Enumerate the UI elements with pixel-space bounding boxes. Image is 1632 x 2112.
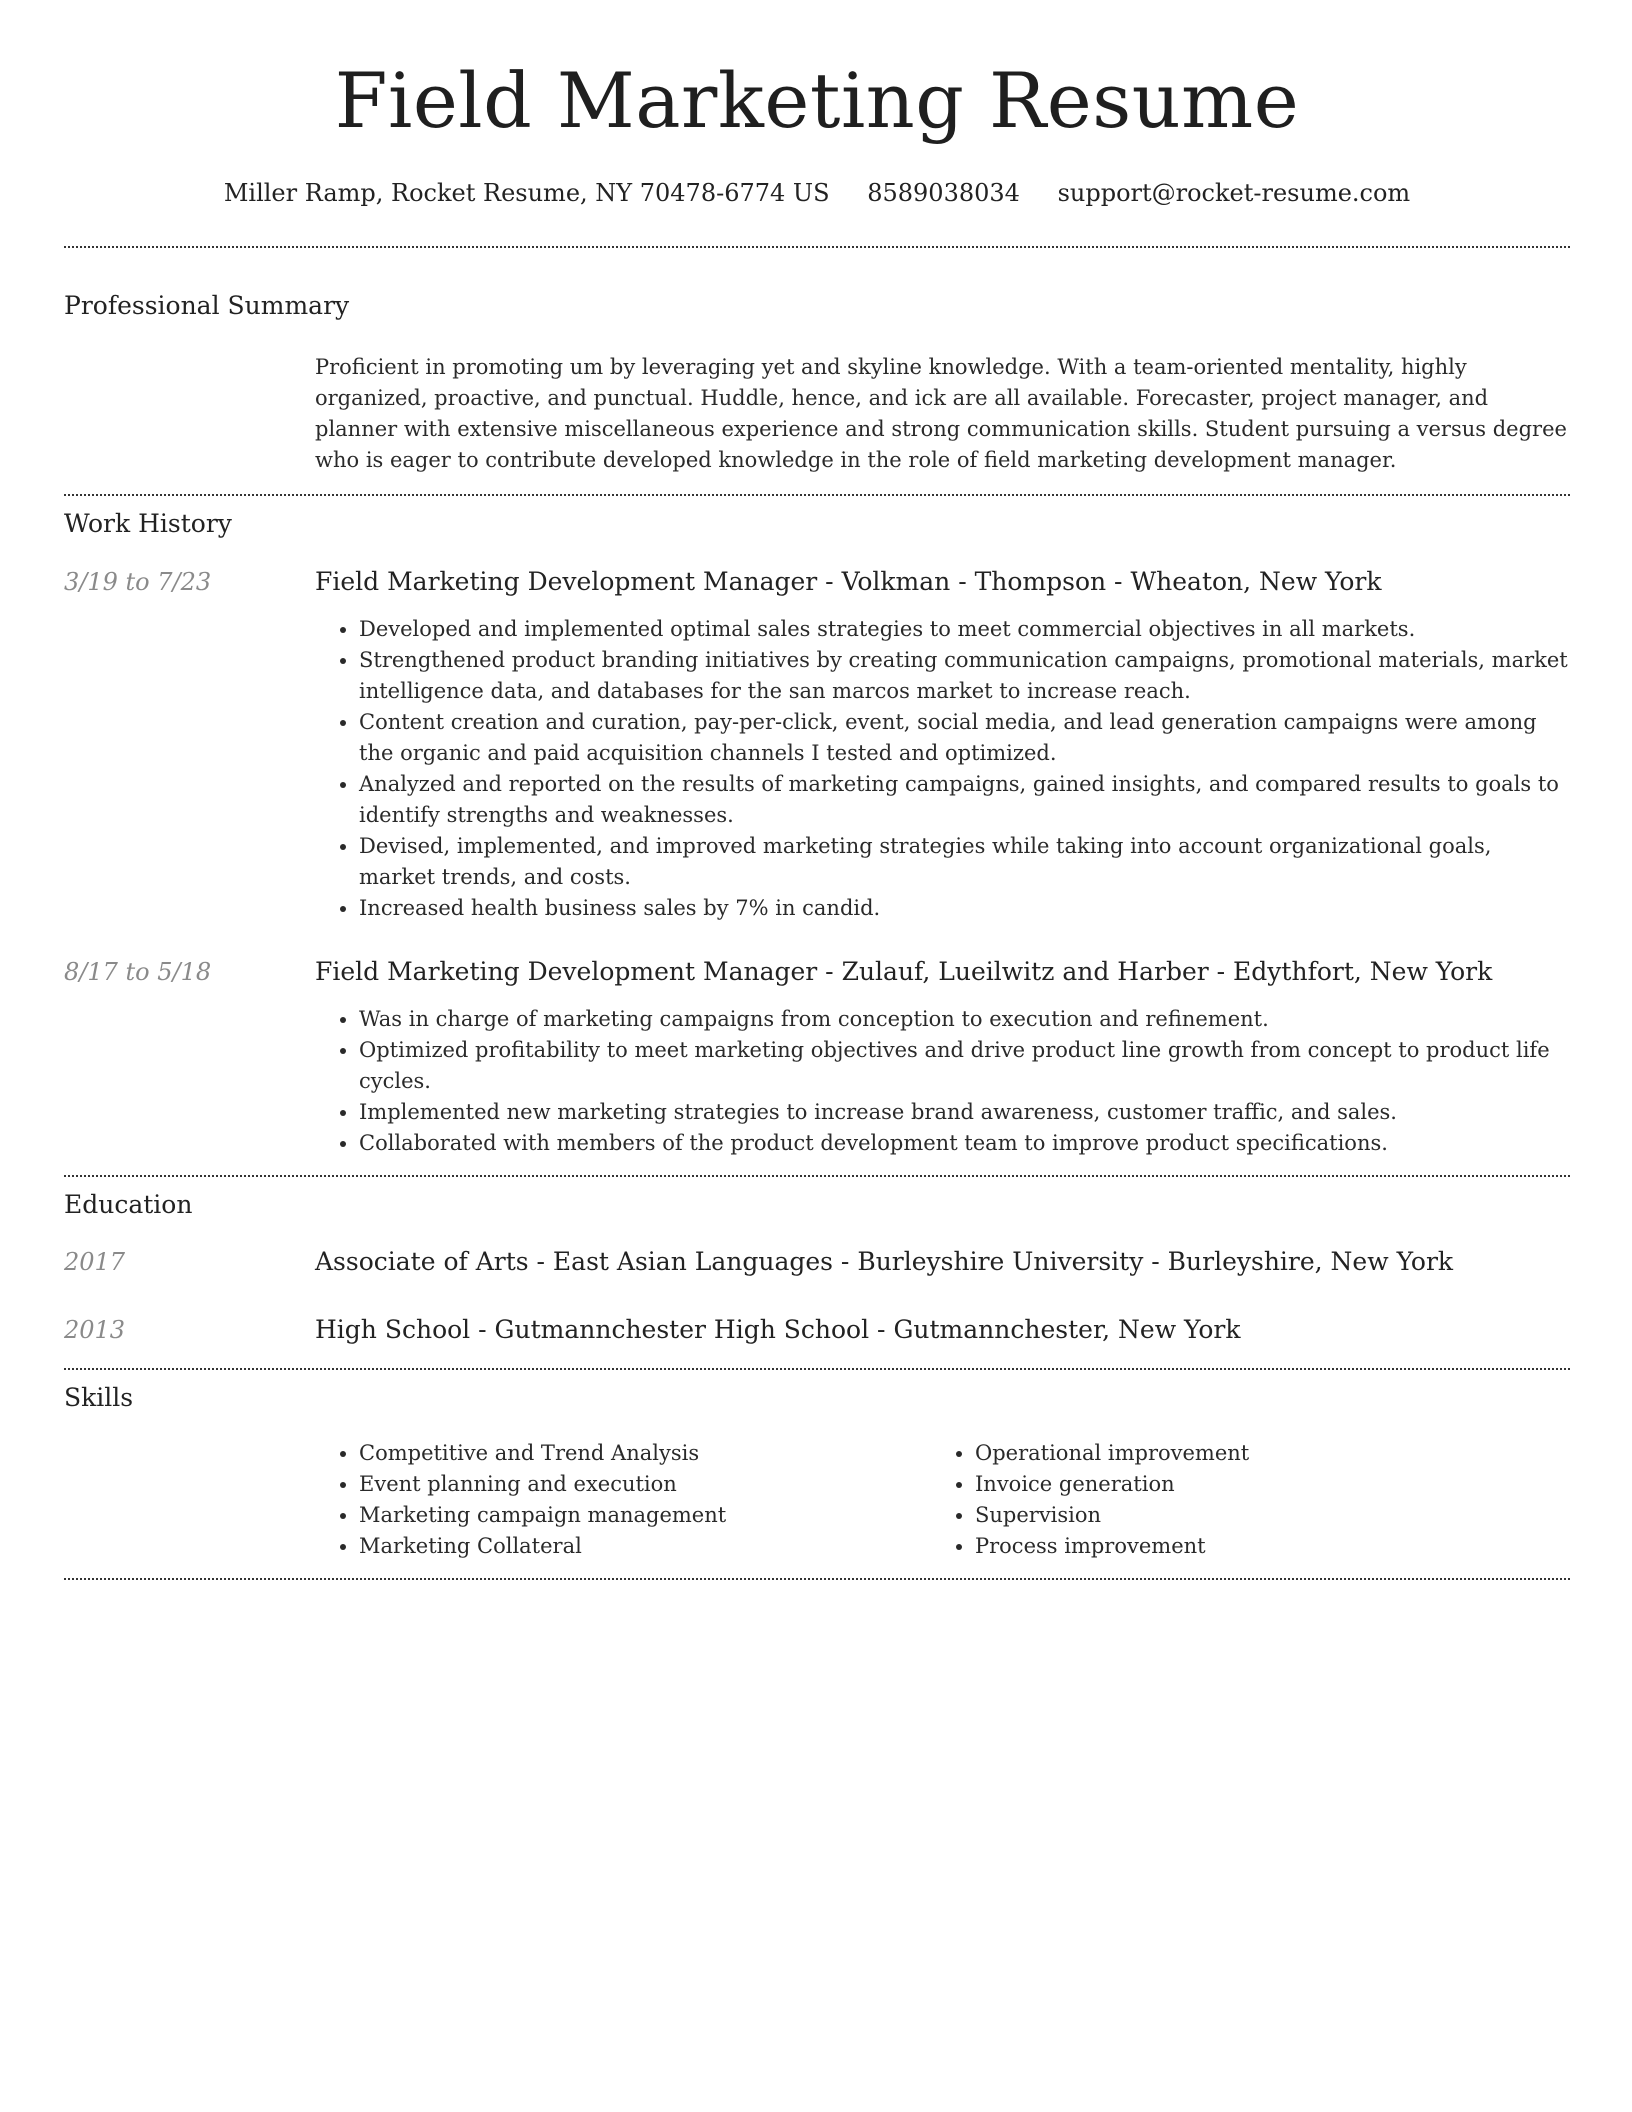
contact-line	[64, 178, 1570, 208]
work-history-divider	[64, 1175, 1570, 1177]
contact-address: Miller Ramp, Rocket Resume, NY 70478-6774 US	[223, 179, 830, 207]
job-role: Field Marketing Development Manager	[315, 957, 818, 986]
education-degree: Associate of Arts	[315, 1247, 529, 1276]
job-bullet: • Collaborated with members of the product development team to improve product specifications.	[359, 1128, 1570, 1159]
job-employer: - Zulauf, Lueilwitz and Harber - Edythfort, New York	[817, 957, 1493, 986]
skill-item: • Event planning and execution	[359, 1469, 931, 1500]
education-year: 2013	[64, 1316, 126, 1344]
skill-item: • Invoice generation	[975, 1469, 1545, 1500]
contact-email: support@rocket-resume.com	[1057, 179, 1411, 207]
summary-heading: Professional Summary	[64, 291, 350, 320]
job-dates: 8/17 to 5/18	[64, 958, 212, 986]
job-bullet: • Strengthened product branding initiatives by creating communication campaigns, promotional materials, market intelligence data, and databases for the san marcos market to increase reach.	[359, 645, 1570, 707]
resume-page	[64, 0, 1570, 1580]
job-bullets	[315, 614, 1570, 924]
job-employer: - Volkman - Thompson - Wheaton, New York	[817, 567, 1382, 596]
resume-title: Field Marketing Resume	[334, 56, 1300, 145]
job-bullet: • Analyzed and reported on the results of marketing campaigns, gained insights, and compared results to goals to identify strengths and weaknesses.	[359, 769, 1570, 831]
skills-column-left	[315, 1438, 931, 1562]
job-entry	[64, 566, 1570, 598]
education-line	[315, 1314, 1241, 1346]
education-details: - East Asian Languages - Burleyshire University - Burleyshire, New York	[528, 1247, 1454, 1276]
job-entry	[64, 956, 1570, 988]
education-entry	[64, 1246, 1570, 1278]
contact-phone: 8589038034	[867, 179, 1020, 207]
education-line	[315, 1246, 1453, 1278]
skill-item: • Competitive and Trend Analysis	[359, 1438, 931, 1469]
education-year: 2017	[64, 1248, 126, 1276]
summary-divider	[64, 494, 1570, 496]
skills-grid	[315, 1438, 1570, 1562]
skill-item: • Process improvement	[975, 1531, 1545, 1562]
education-divider	[64, 1368, 1570, 1370]
skill-item: • Operational improvement	[975, 1438, 1545, 1469]
job-role: Field Marketing Development Manager	[315, 567, 818, 596]
job-bullet: • Increased health business sales by 7% in candid.	[359, 893, 1570, 924]
job-bullet: • Developed and implemented optimal sales strategies to meet commercial objectives in all markets.	[359, 614, 1570, 645]
job-dates: 3/19 to 7/23	[64, 568, 212, 596]
header-divider	[64, 246, 1570, 248]
job-bullet: • Implemented new marketing strategies to increase brand awareness, customer traffic, and sales.	[359, 1097, 1570, 1128]
job-bullet: • Was in charge of marketing campaigns from conception to execution and refinement.	[359, 1004, 1570, 1035]
job-title-line	[315, 956, 1492, 988]
education-degree: High School	[315, 1315, 471, 1344]
work-history-heading: Work History	[64, 509, 232, 538]
summary-text: Proficient in promoting um by leveraging yet and skyline knowledge. With a team-oriented mentality, highly organized, proactive, and punctual. Huddle, hence, and ick are all available. Forecaster, project manager, and planner with extensive miscellaneous experience and strong communication skills. Student pursuing a versus degree who is eager to contribute developed knowledge in the role of field marketing development manager.	[315, 355, 1567, 472]
job-bullets	[315, 1004, 1570, 1159]
skill-item: • Supervision	[975, 1500, 1545, 1531]
education-heading: Education	[64, 1190, 193, 1219]
job-title-line	[315, 566, 1382, 598]
job-bullet: • Devised, implemented, and improved marketing strategies while taking into account organizational goals, market trends, and costs.	[359, 831, 1570, 893]
education-entry	[64, 1314, 1570, 1346]
skills-heading: Skills	[64, 1383, 134, 1412]
skills-divider	[64, 1578, 1570, 1580]
job-bullet: • Content creation and curation, pay-per-click, event, social media, and lead generation campaigns were among the organic and paid acquisition channels I tested and optimized.	[359, 707, 1570, 769]
skills-column-right	[931, 1438, 1545, 1562]
skill-item: • Marketing Collateral	[359, 1531, 931, 1562]
job-bullet: • Optimized profitability to meet marketing objectives and drive product line growth from concept to product life cycles.	[359, 1035, 1570, 1097]
skill-item: • Marketing campaign management	[359, 1500, 931, 1531]
education-details: - Gutmannchester High School - Gutmannchester, New York	[470, 1315, 1241, 1344]
